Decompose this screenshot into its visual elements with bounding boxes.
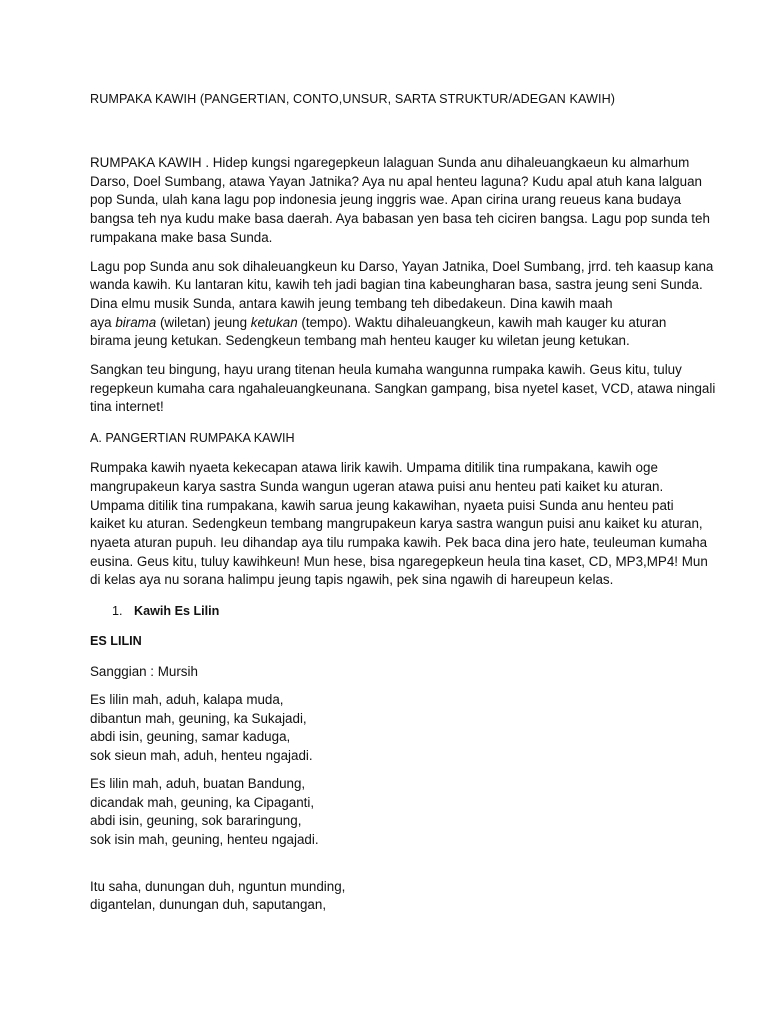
list-number: 1.	[112, 604, 123, 619]
lyric-line: digantelan, dunungan duh, saputangan,	[90, 897, 327, 913]
lyric-line: Es lilin mah, aduh, buatan Bandung,	[90, 775, 306, 791]
text-line: mangrupakeun karya sastra Sunda wangun ugeran atawa puisi anu henteu pati kaiket ku aturan.	[90, 478, 664, 494]
text-segment: (wiletan) jeung	[156, 314, 251, 330]
text-line: tina internet!	[90, 399, 164, 415]
text-line: pop Sunda, ulah kana lagu pop indonesia jeung inggris wae. Apan cirina urang reueus kana budaya	[90, 192, 682, 208]
paragraph-intro	[90, 154, 728, 248]
lyric-line: sok isin mah, geuning, henteu ngajadi.	[90, 831, 319, 847]
text-segment: (tempo). Waktu dihaleuangkeun, kawih mah kauger ku aturan	[297, 314, 667, 330]
section-heading-a: A. PANGERTIAN RUMPAKA KAWIH	[90, 431, 295, 446]
term-birama: birama	[115, 314, 157, 330]
text-line: birama jeung ketukan. Sedengkeun tembang mah henteu kauger ku wiletan jeung ketukan.	[90, 333, 630, 349]
text-line: regepkeun kumaha cara ngahaleuangkeunana. Sangkan gampang, bisa nyetel kaset, VCD, atawa ningali	[90, 380, 716, 396]
text-line: Lagu pop Sunda anu sok dihaleuangkeun ku Darso, Yayan Jatnika, Doel Sumbang, jrrd. teh kaasup kana	[90, 258, 714, 274]
song-composer: Sanggian : Mursih	[90, 664, 198, 680]
text-line: Rumpaka kawih nyaeta kekecapan atawa lirik kawih. Umpama ditilik tina rumpakana, kawih oge	[90, 460, 658, 476]
lyric-line: Es lilin mah, aduh, kalapa muda,	[90, 692, 284, 708]
text-line: nyaeta aturan pupuh. Ieu dihandap aya tilu rumpaka kawih. Pek baca dina jero hate, teuleuman kumaha	[90, 534, 708, 550]
lyrics-stanza-2	[90, 775, 728, 850]
text-segment: aya	[90, 314, 116, 330]
lyric-line: abdi isin, geuning, samar kaduga,	[90, 729, 291, 745]
text-line: Sangkan teu bingung, hayu urang titenan heula kumaha wangunna rumpaka kawih. Geus kitu, tuluy	[90, 362, 682, 378]
text-line: wanda kawih. Ku lantaran kitu, kawih teh jadi bagian tina kabeungharan basa, sastra jeung seni Sunda.	[90, 277, 703, 293]
text-line: di kelas aya nu sorana halimpu jeung tapis ngawih, pek sina ngawih di hareupeun kelas.	[90, 572, 614, 588]
text-line: Dina elmu musik Sunda, antara kawih jeung tembang teh dibedakeun. Dina kawih maah	[90, 295, 613, 311]
text-line: rumpakana make basa Sunda.	[90, 229, 273, 245]
text-line: Umpama ditilik tina rumpakana, kawih sarua jeung kakawihan, nyaeta puisi Sunda anu henteu pati	[90, 497, 674, 513]
text-line: RUMPAKA KAWIH . Hidep kungsi ngaregepkeun lalaguan Sunda anu dihaleuangkaeun ku almarhum	[90, 155, 690, 170]
document-title: RUMPAKA KAWIH (PANGERTIAN, CONTO,UNSUR, SARTA STRUKTUR/ADEGAN KAWIH)	[90, 92, 616, 106]
text-line	[90, 314, 728, 333]
lyrics-stanza-3	[90, 878, 728, 915]
text-line: Darso, Doel Sumbang, atawa Yayan Jatnika? Aya nu apal henteu laguna? Kudu apal atuh kana lalguan	[90, 173, 702, 189]
list-item-label: Kawih Es Lilin	[134, 604, 220, 619]
lyric-line: dibantun mah, geuning, ka Sukajadi,	[90, 710, 307, 726]
text-line: bangsa teh nya kudu make basa daerah. Aya babasan yen basa teh ciciren bangsa. Lagu pop sunda teh	[90, 211, 710, 227]
paragraph-pangertian	[90, 459, 728, 590]
paragraph-kawih-pop	[90, 258, 728, 352]
lyrics-stanza-1	[90, 691, 728, 766]
numbered-list-item	[90, 604, 728, 618]
song-title: ES LILIN	[90, 634, 142, 649]
text-line: eusina. Geus kitu, tuluy kawihkeun! Mun hese, bisa ngaregepkeun heula tina kaset, CD, MP3,MP4! Mun	[90, 553, 708, 569]
text-line: kaiket ku aturan. Sedengkeun tembang mangrupakeun karya sastra wangun puisi anu kaiket ku aturan,	[90, 516, 703, 532]
paragraph-bingung	[90, 361, 728, 417]
lyric-line: Itu saha, dunungan duh, nguntun munding,	[90, 878, 346, 894]
lyric-line: sok sieun mah, aduh, henteu ngajadi.	[90, 748, 313, 764]
term-ketukan: ketukan	[250, 314, 298, 330]
lyric-line: abdi isin, geuning, sok bararingung,	[90, 813, 302, 829]
lyric-line: dicandak mah, geuning, ka Cipaganti,	[90, 794, 315, 810]
